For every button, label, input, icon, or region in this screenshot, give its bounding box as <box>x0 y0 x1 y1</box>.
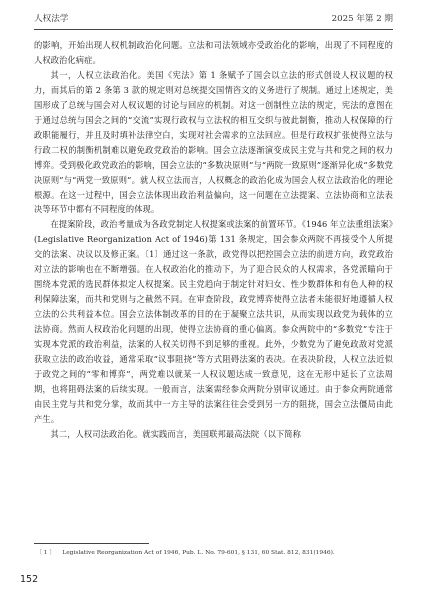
paragraph-proposal-stage: 在提案阶段，政治考量成为各政党制定人权提案或法案的前置环节。《1946 年立法重组法案》(Legislative Reorganization Act of 1946)第 131 条规定，国会参众两院不再接受个人所提交的法案、决议以及修正案。〔1〕通过这一条款，政党得以把控国会立法的前进方向，政党政治对立法的影响也在不断增强。在人权政治化的推动下，为了迎合民众的人权需求，各党派瞄向于围绕本党派的选民群体拟定人权提案。民主党趋向于制定针对妇女、性少数群体和有色人种的权利保障法案，而共和党则与之截然不同。在审查阶段，政党博弈使得立法者未能很好地遵循人权立法的公共利益本位。国会立法体制改革的目的在于凝聚立法共识，从而实现以政党为载体的立法协商。然而人权政治化问题的出现，使得立法协商的重心偏离。参众两院中的“多数党”专注于实现本党派的政治利益，法案的人权关切得不到足够的重视。此外，少数党为了避免政敌对党派获取立法的政治收益，通常采取“议事阻挠”等方式阻碍法案的表决。在表决阶段，人权立法近似于政党之间的“零和博弈”，两党难以就某一人权议题达成一致意见，这在无形中延长了立法周期，也将阻碍法案的后续实现。一般而言，法案需经参众两院分别审议通过。由于参众两院通常由民主党与共和党分掌，故而其中一方主导的法案往往会受到另一方的阻挠，国会立法僵局由此产生。 <box>34 219 393 424</box>
journal-title: 人权法学 <box>34 14 69 24</box>
page-number: 152 <box>20 574 39 585</box>
paragraph-judicial-politicization: 其二，人权司法政治化。就实践而言，美国联邦最高法院（以下简称 <box>50 428 301 439</box>
article-body <box>34 38 393 442</box>
header-divider <box>34 29 393 30</box>
footnote <box>34 548 393 558</box>
footnote-divider <box>34 543 149 544</box>
paragraph-legislative-politicization: 其一，人权立法政治化。美国《宪法》第 1 条赋予了国会以立法的形式创设人权议题的权力，而其后的第 2 条第 3 款的规定则对总统提交国情咨文的义务进行了规制。通过上述规定，美国形成了总统与国会对人权议题的讨论与回应的机制。对这一创制性立法的规定，宪法的意图在于通过总统与国会之间的“交流”实现行政权与立法权的相互交织与彼此制衡，推动人权保障的行政职能履行，并且及时填补法律空白，实现对社会需求的立法回应。但是行政权扩张使得立法与行政二权的制衡机制难以避免政党政治的影响。国会立法逐渐演变成民主党与共和党之间的权力博弈。受到极化政党政治的影响，国会立法的“多数决原则”与“两院一致原则”逐渐异化成“多数党决原则”与“两党一致原则”。就人权立法而言，人权概念的政治化成为国会人权立法政治化的理论根源。在这一过程中，国会立法体现出政治利益偏向，这一问题在立法提案、立法协商和立法表决等环节中都有不同程度的体现。 <box>34 69 393 215</box>
paragraph-continuation: 的影响，开始出现人权机制政治化问题。立法和司法领域亦受政治化的影响，出现了不同程度的人权政治化病症。 <box>34 40 393 65</box>
footnote-mark: 〔 1 〕 <box>36 550 56 556</box>
running-header <box>34 10 393 28</box>
issue-label: 2025 年第 2 期 <box>331 14 393 24</box>
footnote-text: Legislative Reorganization Act of 1946, Pub. L. No. 79-601, § 131, 60 Stat. 812, 831(1946). <box>62 550 335 556</box>
